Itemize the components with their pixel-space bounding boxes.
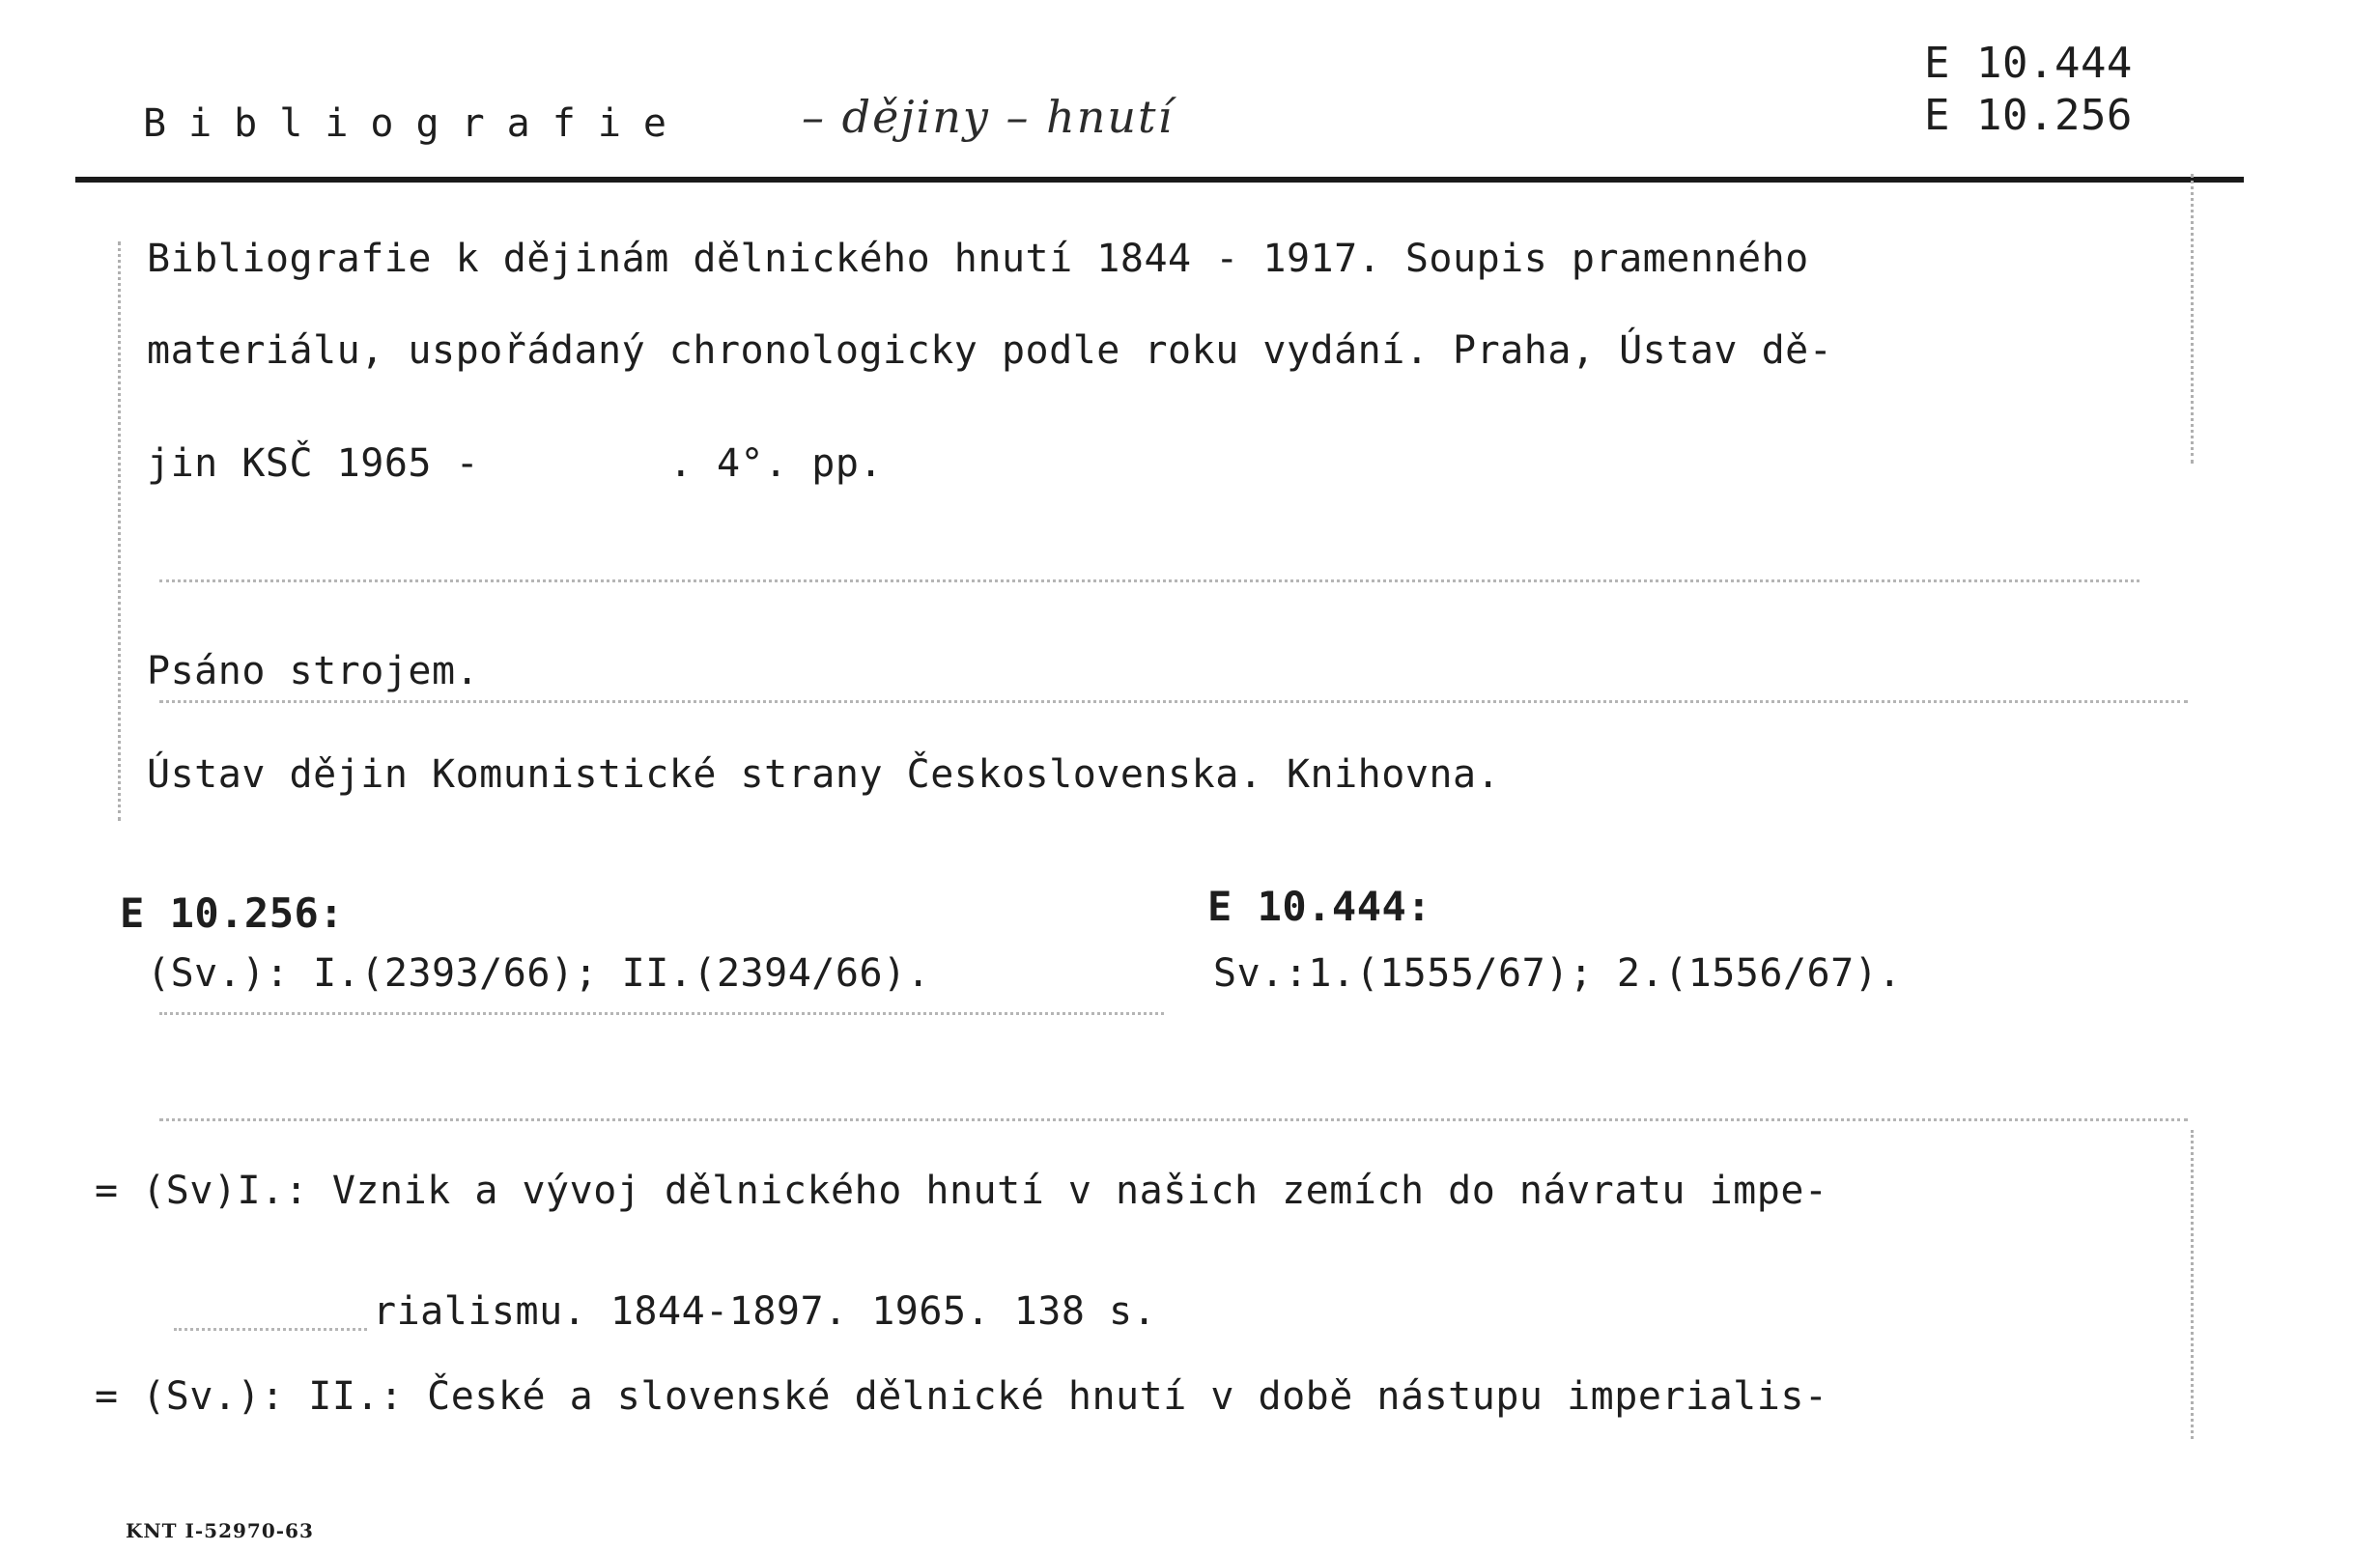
volume-2-line-1: = (Sv.): II.: České a slovenské dělnické hnutí v době nástupu imperialis- [95,1374,1828,1419]
entry-line-1: Bibliografie k dějinám dělnického hnutí 1844 - 1917. Soupis pramenného [147,237,1809,281]
right-margin-guide [2191,174,2194,464]
right-margin-guide-lower [2191,1130,2194,1439]
volume-1-line-1: = (Sv)I.: Vznik a vývoj dělnického hnutí v našich zemích do návratu impe- [95,1169,1828,1213]
ruled-guide [174,1328,367,1331]
volume-1-line-2: rialismu. 1844-1897. 1965. 138 s. [373,1289,1157,1334]
card-print-code: KNT I-52970-63 [126,1519,314,1542]
ruled-guide [159,1012,1164,1015]
ruled-guide [159,1118,2188,1121]
entry-line-2: materiálu, uspořádaný chronologicky podle roku vydání. Praha, Ústav dě- [147,328,1833,373]
note-library: Ústav dějin Komunistické strany Československa. Knihovna. [147,752,1501,797]
call-number-1: E 10.444 [1924,39,2133,88]
holding-right-volumes: Sv.:1.(1555/67); 2.(1556/67). [1213,951,1902,996]
ruled-guide [159,700,2188,703]
heading-handwritten-subdivision: – dějiny – hnutí [802,91,1175,143]
call-number-2: E 10.256 [1924,91,2133,140]
holding-left-volumes: (Sv.): I.(2393/66); II.(2394/66). [147,951,931,996]
left-margin-guide [118,241,121,821]
heading-rule [75,177,2244,183]
holding-right-heading: E 10.444: [1207,883,1432,930]
entry-line-3: jin KSČ 1965 - . 4°. pp. [147,441,884,486]
note-typewritten: Psáno strojem. [147,649,480,693]
holding-left-heading: E 10.256: [120,889,345,937]
heading-subject: Bibliografie [143,101,689,146]
ruled-guide [159,579,2139,582]
